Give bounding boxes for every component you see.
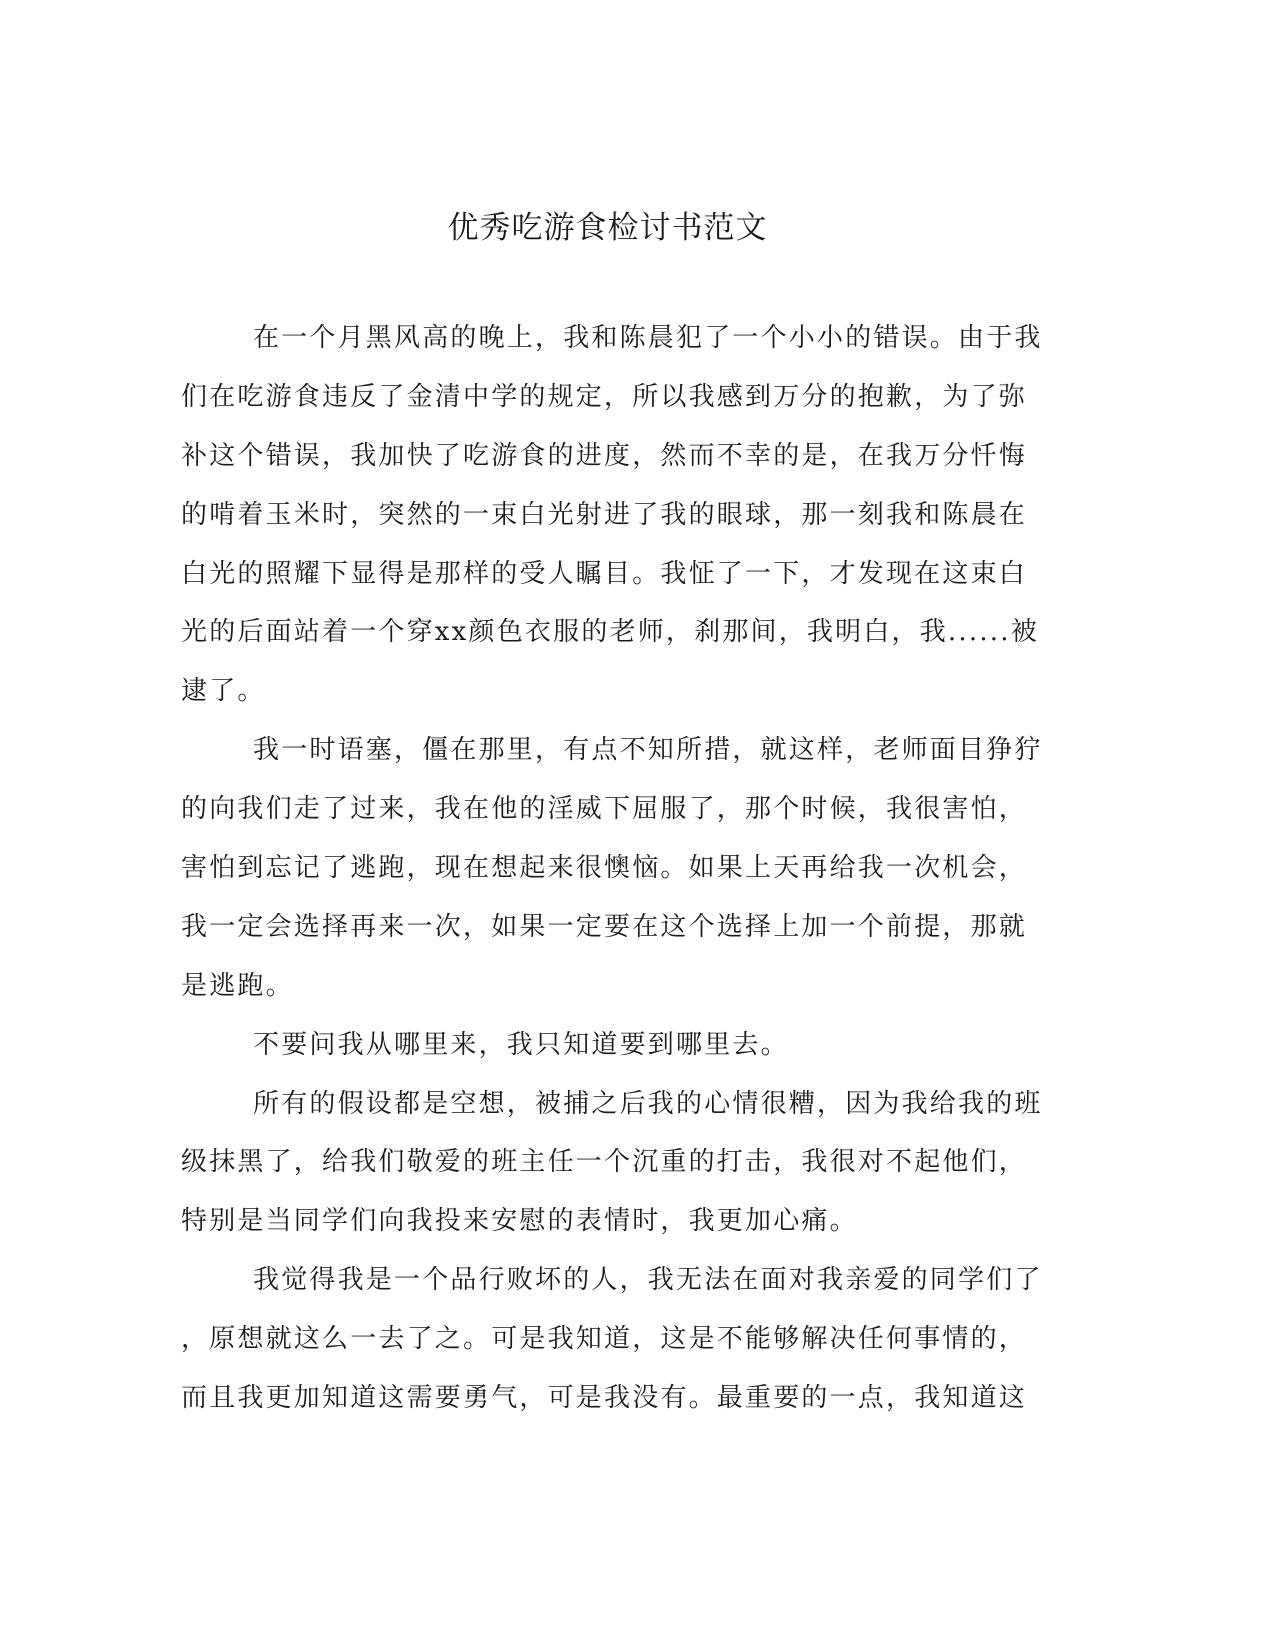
text-line: 逮了。 xyxy=(181,676,266,707)
text-line: 补这个错误，我加快了吃游食的进度，然而不幸的是，在我万分忏悔 xyxy=(181,440,1028,471)
text-line: 的向我们走了过来，我在他的淫威下屈服了，那个时候，我很害怕， xyxy=(181,794,1028,825)
document-body xyxy=(181,316,1043,1435)
text-line: 光的后面站着一个穿xx颜色衣服的老师，刹那间，我明白，我......被 xyxy=(181,617,1039,648)
document-title: 优秀吃游食检讨书范文 xyxy=(447,210,768,246)
text-line: 是逃跑。 xyxy=(181,970,294,1001)
text-line: 白光的照耀下显得是那样的受人瞩目。我怔了一下，才发现在这束白 xyxy=(181,558,1028,589)
text-line: 而且我更加知道这需要勇气，可是我没有。最重要的一点，我知道这 xyxy=(181,1383,1028,1414)
text-line: 我一定会选择再来一次，如果一定要在这个选择上加一个前提，那就 xyxy=(181,911,1028,942)
text-line: 级抹黑了，给我们敬爱的班主任一个沉重的打击，我很对不起他们， xyxy=(181,1147,1028,1178)
text-line: 特别是当同学们向我投来安慰的表情时，我更加心痛。 xyxy=(181,1206,858,1237)
text-line: 害怕到忘记了逃跑，现在想起来很懊恼。如果上天再给我一次机会， xyxy=(181,853,1028,884)
text-line: 们在吃游食违反了金清中学的规定，所以我感到万分的抱歉，为了弥 xyxy=(181,381,1028,412)
text-line: 我觉得我是一个品行败坏的人，我无法在面对我亲爱的同学们了 xyxy=(253,1265,1043,1296)
text-line: 的啃着玉米时，突然的一束白光射进了我的眼球，那一刻我和陈晨在 xyxy=(181,499,1028,530)
text-line: 我一时语塞，僵在那里，有点不知所措，就这样，老师面目狰狞 xyxy=(253,735,1043,766)
text-line: 在一个月黑风高的晚上，我和陈晨犯了一个小小的错误。由于我 xyxy=(253,323,1043,353)
text-line: 不要问我从哪里来，我只知道要到哪里去。 xyxy=(253,1029,789,1060)
text-line: 所有的假设都是空想，被捕之后我的心情很糟，因为我给我的班 xyxy=(253,1088,1043,1119)
text-line: ，原想就这么一去了之。可是我知道，这是不能够解决任何事情的， xyxy=(181,1324,1028,1355)
